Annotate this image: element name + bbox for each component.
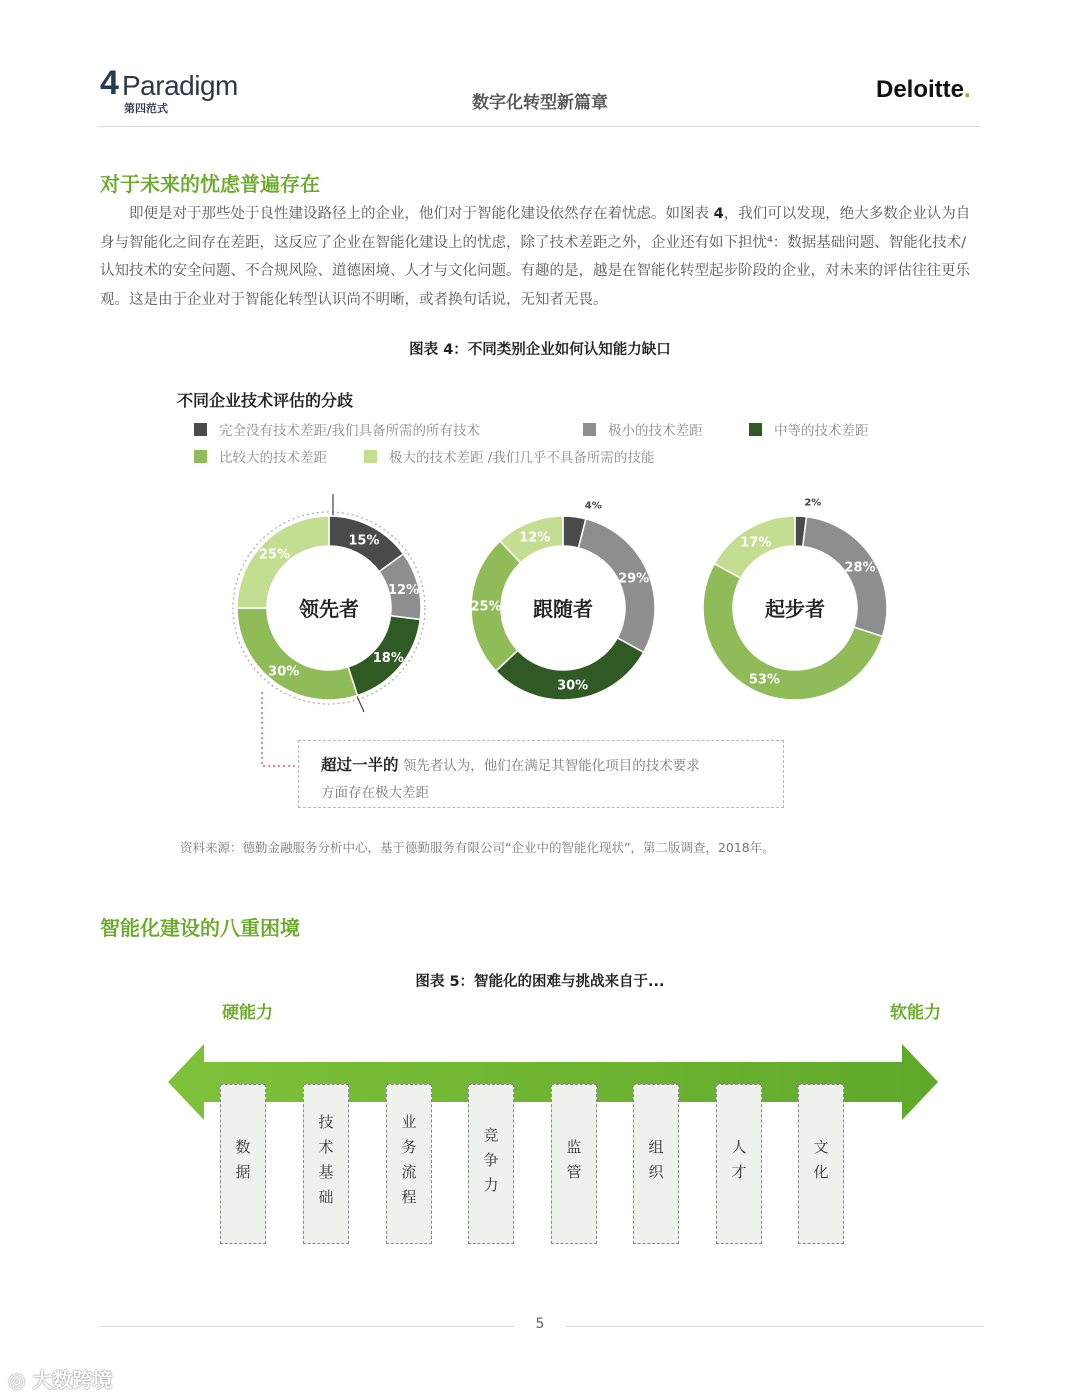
deloitte-logo [876,76,971,104]
dilemma-talent [716,1084,762,1244]
donut-data-label: 25% [258,547,291,563]
legend-item-minimal-gap [583,419,703,439]
dilemma-label: 文化 [811,1139,830,1189]
donut-data-label: 18% [372,651,404,667]
section-title-concerns: 对于未来的忧虑普遍存在 [100,172,320,196]
dilemma-competitiveness [468,1084,514,1244]
deloitte-dot: . [964,76,971,103]
para-part2: ，我们可以发现，绝大多数企业认为自身与智能化之间存在差距，这反应了企业在智能化建设上的忧虑，除了技术差距之外，企业还有如下担忧⁴：数据基础问题、智能化技术/认知技术的安全问题、不合规风险、道德困境、人才与文化问题。有趣的是，越是在智能化转型起步阶段的企业，对未来的评估往往更乐观。这是由于企业对于智能化转型认识尚不明晰，或者换句话说，无知者无畏。 [100,206,971,308]
footer-rule-left [100,1326,514,1327]
figure4-caption: 图表 4：不同类别企业如何认知能力缺口 [409,342,671,358]
figure5-caption: 图表 5：智能化的困难与挑战来自于... [415,974,665,990]
chart-title: 不同企业技术评估的分歧 [177,391,354,410]
logo-sub: 第四范式 [124,102,168,115]
logo-text: Paradigm [122,70,238,101]
footer-rule-right [566,1326,984,1327]
legend-label: 极小的技术差距 [608,423,703,439]
header-title: 数字化转型新篇章 [472,93,608,113]
callout-bold: 超过一半的 [321,756,399,774]
header-divider [97,126,981,127]
callout-box [298,740,784,808]
legend-swatch [749,423,762,436]
dilemma-organization [633,1084,679,1244]
legend-swatch [194,450,207,463]
legend-swatch [364,450,377,463]
donut-data-label: 25% [470,599,502,615]
watermark: ◎ 大数跨境 [8,1368,113,1392]
legend-item-huge-gap [364,446,654,466]
donut-data-label: 30% [557,678,589,694]
legend-label: 中等的技术差距 [774,423,869,439]
hard-ability-label: 硬能力 [222,1003,273,1023]
legend-label: 完全没有技术差距/我们具备所需的所有技术 [219,423,481,439]
legend-item-no-gap [194,419,480,439]
dilemma-label: 竞争力 [481,1126,500,1202]
donut-data-label: 12% [388,582,420,598]
legend-swatch [583,423,596,436]
callout-line1 [321,753,700,775]
donut-center-label: 跟随者 [533,597,593,621]
legend-swatch [194,423,207,436]
deloitte-text: Deloitte [876,76,965,103]
para-part1: 即便是对于那些处于良性建设路径上的企业，他们对于智能化建设依然存在着忧虑。如图表 [129,206,709,222]
donut-data-label: 53% [748,672,780,688]
legend-item-moderate-gap [749,419,869,439]
body-paragraph [100,200,978,314]
dilemma-data [220,1084,266,1244]
donut-center-label: 领先者 [299,597,359,621]
para-figure-ref: 4 [713,206,724,222]
source-note: 资料来源：德勤金融服务分析中心，基于德勤服务有限公司“企业中的智能化现状”，第二版调查，2018年。 [180,840,775,855]
section-title-dilemmas: 智能化建设的八重困境 [100,916,300,940]
donut-data-label: 15% [348,533,380,549]
callout-text1: 领先者认为，他们在满足其智能化项目的技术要求 [402,758,700,774]
donut-data-label: 17% [740,535,772,551]
legend-label: 比较大的技术差距 [219,450,327,466]
donut-charts [0,480,1080,740]
dilemma-label: 组织 [646,1139,665,1189]
dilemma-tech-base [303,1084,349,1244]
legend-item-large-gap [194,446,327,466]
dilemma-label: 人才 [729,1139,748,1189]
dilemma-label: 监管 [564,1139,583,1189]
callout-line2: 方面存在极大差距 [321,785,429,801]
dilemma-business-process [386,1084,432,1244]
dilemma-label: 技术基础 [316,1114,335,1214]
soft-ability-label: 软能力 [890,1003,941,1023]
watermark-text: 大数跨境 [32,1368,113,1392]
logo-mark: 4 [100,64,119,102]
legend-label: 极大的技术差距 /我们几乎不具备所需的技能 [389,450,655,466]
leader-tick-bottom [356,694,364,712]
dilemma-culture [798,1084,844,1244]
donut-data-label: 12% [519,530,551,546]
dilemma-regulation [551,1084,597,1244]
donut-segment [237,608,357,700]
donut-data-label: 30% [268,664,300,680]
dilemma-label: 数据 [233,1139,252,1189]
donut-data-label: 28% [844,560,876,576]
donut-center-label: 起步者 [765,597,825,621]
donut-data-label: 4% [584,500,602,512]
donut-data-label: 2% [804,497,822,509]
dilemma-label: 业务流程 [399,1114,418,1214]
page-number: 5 [535,1316,545,1332]
donut-data-label: 29% [618,571,650,587]
